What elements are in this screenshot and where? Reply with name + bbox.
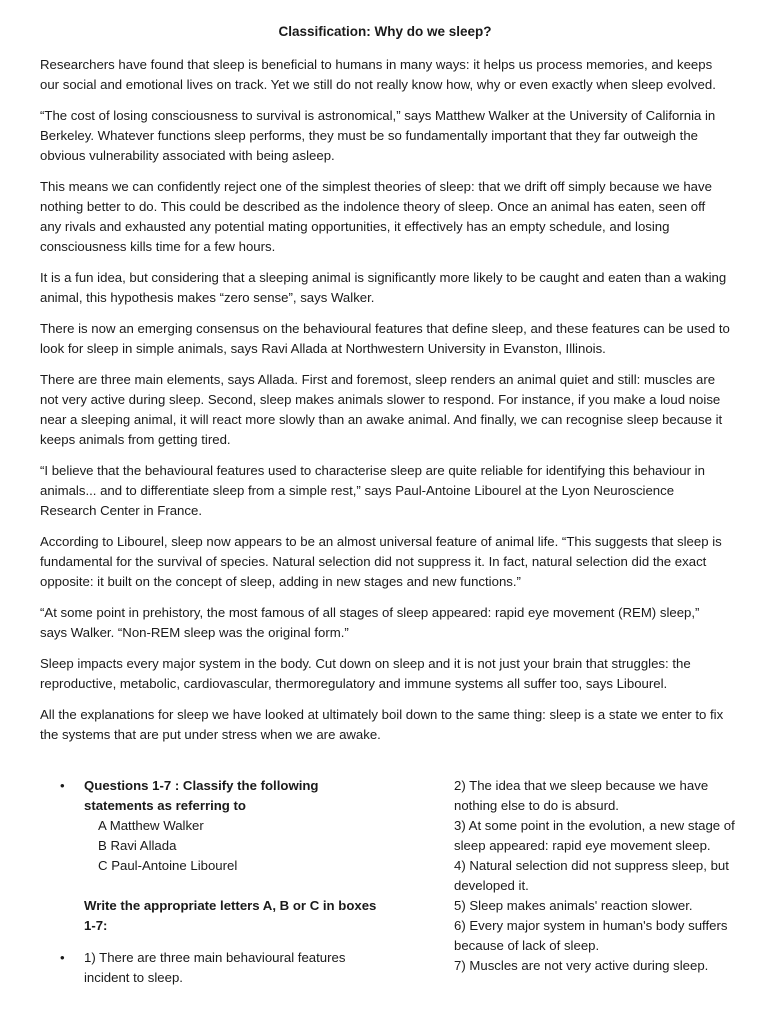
paragraph-8: According to Libourel, sleep now appears to be an almost universal feature of animal life. “This suggests that sleep is fundamental for the survival of species. Natural selection did not suppress it. In fact, natural selection did the exact opposite: it built on the concept of sleep, adding in new stages and new functions.” [40, 534, 722, 589]
questions-instructions-item [40, 776, 380, 936]
statement-3: 3) At some point in the evolution, a new stage of sleep appeared: rapid eye movement sleep. [454, 818, 735, 853]
paragraph-2: “The cost of losing consciousness to survival is astronomical,” says Matthew Walker at the University of California in Berkeley. Whatever functions sleep performs, they must be so fundamentally important that they far outweigh the obvious vulnerability associated with being asleep. [40, 108, 716, 163]
bullet-icon: • [60, 778, 65, 793]
paragraph-11: All the explanations for sleep we have looked at ultimately boil down to the same thing: sleep is a state we enter to fix the systems that are put under stress when we are awake. [40, 707, 724, 742]
statement-item-1 [40, 948, 380, 988]
questions-left-column [40, 776, 380, 988]
option-b: B Ravi Allada [98, 838, 177, 853]
statement-2: 2) The idea that we sleep because we have nothing else to do is absurd. [454, 778, 709, 813]
questions-section [40, 776, 740, 1016]
statement-1: 1) There are three main behavioural features incident to sleep. [84, 950, 346, 985]
questions-right-column [454, 776, 754, 976]
statement-7: 7) Muscles are not very active during sleep. [454, 958, 709, 973]
paragraph-10: Sleep impacts every major system in the body. Cut down on sleep and it is not just your brain that struggles: the reproductive, metabolic, cardiovascular, thermoregulatory and immune systems all suffer too, says Libourel. [40, 656, 691, 691]
bullet-icon: • [60, 950, 65, 965]
statement-6: 6) Every major system in human's body suffers because of lack of sleep. [454, 918, 728, 953]
paragraph-6: There are three main elements, says Allada. First and foremost, sleep renders an animal quiet and still: muscles are not very active during sleep. Second, sleep makes animals slower to respond. For instance, if you make a loud noise near a sleeping animal, it will react more slowly than an awake animal. And finally, we can recognise sleep because it keeps animals from getting tired. [40, 372, 723, 447]
questions-heading: Questions 1-7 : Classify the following statements as referring to [84, 778, 319, 813]
statement-5: 5) Sleep makes animals' reaction slower. [454, 898, 693, 913]
option-c: C Paul-Antoine Libourel [98, 858, 238, 873]
paragraph-4: It is a fun idea, but considering that a sleeping animal is significantly more likely to be caught and eaten than a waking animal, this hypothesis makes “zero sense”, says Walker. [40, 270, 727, 305]
paragraph-3: This means we can confidently reject one of the simplest theories of sleep: that we drift off simply because we have nothing better to do. This could be described as the indolence theory of sleep. Once an animal has eaten, seen off any rivals and exhausted any potential mating opportunities, it effectively has an empty schedule, and losing consciousness kills time for a few hours. [40, 179, 712, 254]
option-a: A Matthew Walker [98, 818, 204, 833]
document-title: Classification: Why do we sleep? [278, 24, 492, 39]
paragraph-7: “I believe that the behavioural features used to characterise sleep are quite reliable for identifying this behaviour in animals... and to differentiate sleep from a simple rest,” says Paul-Antoine Libourel at the Lyon Neuroscience Research Center in France. [40, 463, 705, 518]
statement-4: 4) Natural selection did not suppress sleep, but developed it. [454, 858, 729, 893]
paragraph-9: “At some point in prehistory, the most famous of all stages of sleep appeared: rapid eye movement (REM) sleep,” says Walker. “Non-REM sleep was the original form.” [40, 605, 700, 640]
paragraph-5: There is now an emerging consensus on the behavioural features that define sleep, and these features can be used to look for sleep in simple animals, says Ravi Allada at Northwestern University in Evanston, Illinois. [40, 321, 730, 356]
paragraph-1: Researchers have found that sleep is beneficial to humans in many ways: it helps us process memories, and keeps our social and emotional lives on track. Yet we still do not really know how, why or even exactly when sleep evolved. [40, 57, 716, 92]
questions-instruction: Write the appropriate letters A, B or C in boxes 1-7: [84, 898, 377, 933]
